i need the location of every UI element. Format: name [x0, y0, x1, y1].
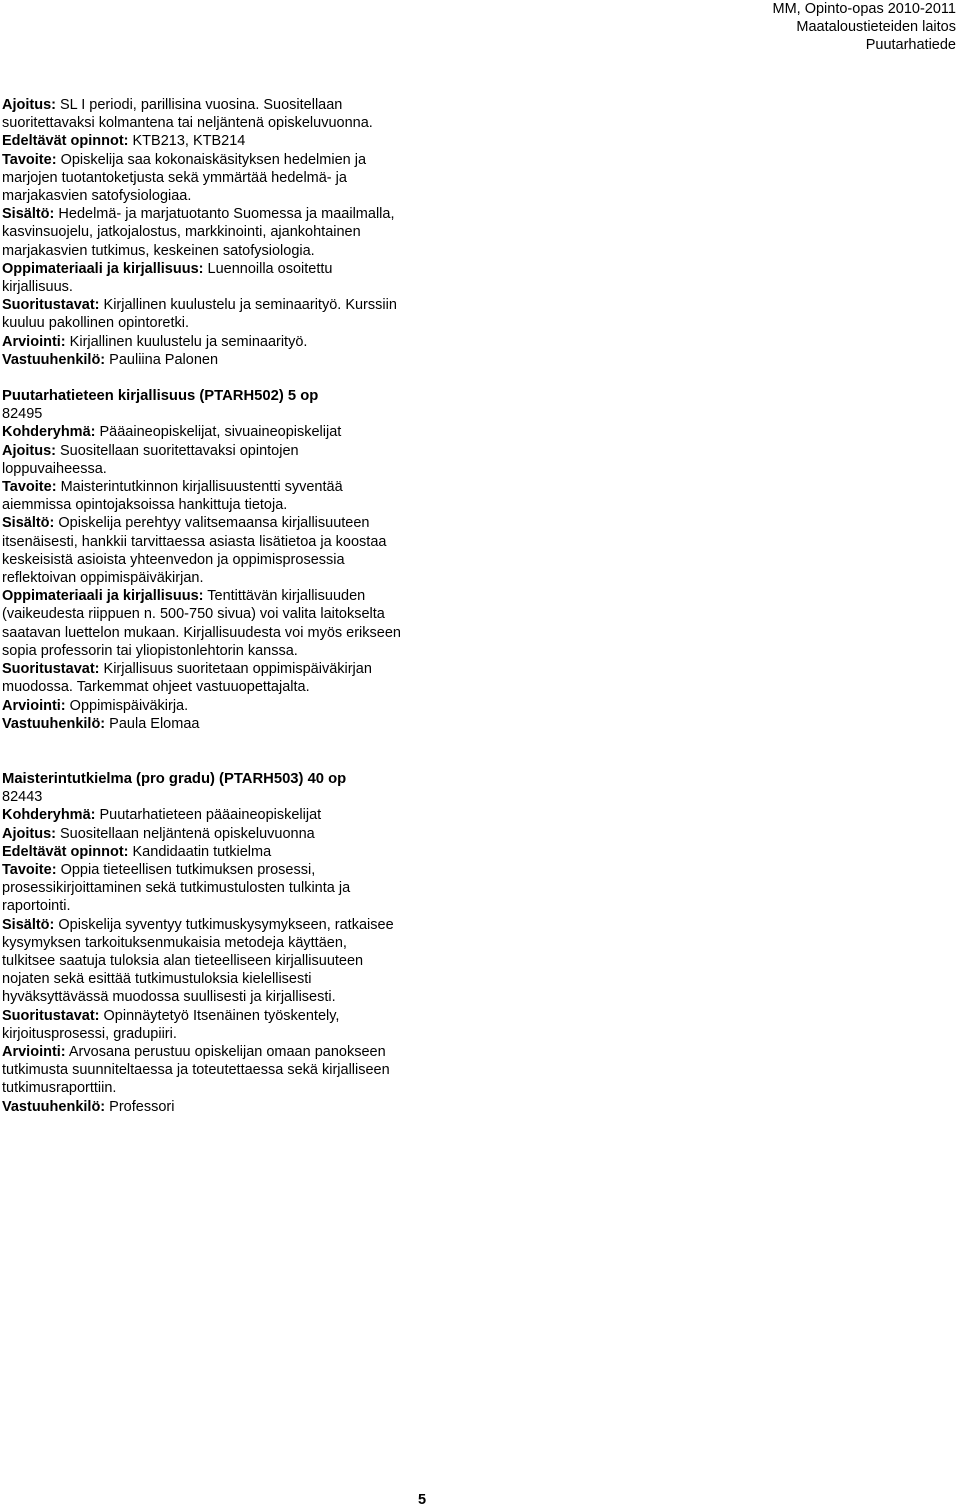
- field-value: Kirjallinen kuulustelu ja seminaarityö.: [69, 333, 308, 350]
- course-title: Puutarhatieteen kirjallisuus (PTARH502) 5 op: [2, 388, 319, 405]
- field-kohderyhma: [2, 423, 402, 441]
- field-value: Hedelmä- ja marjatuotanto Suomessa ja maailmalla, kasvinsuojelu, jatkojalostus, markkinointi, ajankohtainen marjakasvien tutkimus, keskeinen satofysiologia.: [2, 206, 395, 259]
- field-tavoite: [2, 478, 402, 514]
- field-vastuuhenkilo: [2, 715, 402, 733]
- field-label: Ajoitus:: [2, 442, 56, 459]
- field-label: Sisältö:: [2, 206, 55, 223]
- field-label: Tavoite:: [2, 861, 57, 878]
- field-label: Arviointi:: [2, 697, 66, 714]
- field-value: Tentittävän kirjallisuuden (vaikeudesta riippuen n. 500-750 sivua) voi valita laitokselta saatavan luettelon mukaan. Kirjallisuudesta voi myös erikseen sopia professorin tai yliopistonlehtorin kanssa.: [2, 588, 401, 659]
- course-code: 82443: [2, 789, 43, 806]
- field-label: Suoritustavat:: [2, 661, 100, 678]
- field-value: Pääaineopiskelijat, sivuaineopiskelijat: [99, 424, 342, 441]
- main-content: [2, 96, 402, 1116]
- field-label: Oppimateriaali ja kirjallisuus:: [2, 588, 204, 605]
- field-label: Edeltävät opinnot:: [2, 133, 129, 150]
- field-label: Sisältö:: [2, 515, 55, 532]
- field-value: Suositellaan neljäntenä opiskeluvuonna: [60, 825, 315, 842]
- field-oppimateriaali: [2, 260, 402, 296]
- field-value: Pauliina Palonen: [109, 351, 219, 368]
- field-label: Tavoite:: [2, 151, 57, 168]
- field-ajoitus: [2, 442, 402, 478]
- header-department: Maataloustieteiden laitos: [796, 19, 956, 35]
- field-tavoite: [2, 861, 402, 916]
- field-oppimateriaali: [2, 587, 402, 660]
- field-label: Sisältö:: [2, 916, 55, 933]
- course-hedelma-marjatuotanto: [2, 96, 402, 369]
- field-label: Suoritustavat:: [2, 297, 100, 314]
- field-ajoitus: [2, 96, 402, 132]
- field-sisalto: [2, 205, 402, 260]
- field-value: Paula Elomaa: [109, 715, 200, 732]
- field-label: Arviointi:: [2, 1043, 66, 1060]
- field-label: Oppimateriaali ja kirjallisuus:: [2, 260, 204, 277]
- field-value: Oppimispäiväkirja.: [69, 697, 189, 714]
- field-label: Ajoitus:: [2, 825, 56, 842]
- field-value: Luennoilla osoitettu kirjallisuus.: [2, 260, 333, 296]
- field-value: Opiskelija perehtyy valitsemaansa kirjallisuuteen itsenäisesti, hankkii tarvittaessa asiasta lisätietoa ja koostaa keskeisistä asioista yhteenvedon ja oppimisprosessia reflektoivan oppimispäiväkirjan.: [2, 515, 387, 587]
- field-arviointi: [2, 1043, 402, 1098]
- field-sisalto: [2, 514, 402, 587]
- field-label: Kohderyhmä:: [2, 807, 96, 824]
- header-subject: Puutarhatiede: [865, 37, 956, 53]
- field-tavoite: [2, 151, 402, 206]
- field-ajoitus: [2, 825, 402, 843]
- field-arviointi: [2, 697, 402, 715]
- course-puutarhatieteen-kirjallisuus: [2, 387, 402, 733]
- field-value: Arvosana perustuu opiskelijan omaan panokseen tutkimusta suunniteltaessa ja toteutettaessa sekä kirjalliseen tutkimusraporttiin.: [2, 1043, 390, 1097]
- course-code: 82495: [2, 406, 43, 423]
- spacer: [2, 733, 402, 770]
- field-sisalto: [2, 916, 402, 1007]
- field-value: Opiskelija syventyy tutkimuskysymykseen, ratkaisee kysymyksen tarkoituksenmukaisia metodeja käyttäen, tulkitsee saatuja tuloksia alan tieteelliseen kirjallisuuteen nojaten sekä esittää tutkimustuloksia kielellisesti hyväksyttävässä muodossa suullisesti ja kirjallisesti.: [2, 916, 394, 1006]
- page-number: 5: [418, 1492, 427, 1508]
- field-label: Suoritustavat:: [2, 1007, 100, 1024]
- field-suoritustavat: [2, 1007, 402, 1043]
- field-label: Edeltävät opinnot:: [2, 843, 129, 860]
- field-value: Kirjallisuus suoritetaan oppimispäiväkirjan muodossa. Tarkemmat ohjeet vastuuopettajalta.: [2, 661, 372, 696]
- field-label: Kohderyhmä:: [2, 424, 96, 441]
- spacer: [2, 369, 402, 387]
- field-label: Vastuuhenkilö:: [2, 351, 106, 368]
- field-value: Kandidaatin tutkielma: [132, 843, 272, 860]
- field-value: Kirjallinen kuulustelu ja seminaarityö. Kurssiin kuuluu pakollinen opintoretki.: [2, 297, 397, 332]
- field-value: KTB213, KTB214: [132, 133, 246, 150]
- course-title: Maisterintutkielma (pro gradu) (PTARH503) 40 op: [2, 770, 347, 787]
- field-label: Ajoitus:: [2, 97, 56, 113]
- field-kohderyhma: [2, 806, 402, 824]
- course-maisterintutkielma: [2, 770, 402, 1116]
- field-vastuuhenkilo: [2, 351, 402, 369]
- field-vastuuhenkilo: [2, 1098, 402, 1116]
- field-value: Opiskelija saa kokonaiskäsityksen hedelmien ja marjojen tuotantoketjusta sekä ymmärtää hedelmä- ja marjakasvien satofysiologiaa.: [2, 151, 367, 205]
- field-edeltavat: [2, 843, 402, 861]
- field-value: Opinnäytetyö Itsenäinen työskentely, kirjoitusprosessi, gradupiiri.: [2, 1007, 340, 1042]
- field-suoritustavat: [2, 296, 402, 332]
- field-suoritustavat: [2, 660, 402, 696]
- field-arviointi: [2, 333, 402, 351]
- field-value: Puutarhatieteen pääaineopiskelijat: [99, 807, 322, 824]
- page-header: [772, 0, 956, 54]
- field-label: Vastuuhenkilö:: [2, 715, 106, 732]
- field-label: Vastuuhenkilö:: [2, 1098, 106, 1115]
- header-document-title: MM, Opinto-opas 2010-2011: [772, 1, 956, 17]
- field-value: Maisterintutkinnon kirjallisuustentti syventää aiemmissa opintojaksoissa hankittuja tietoja.: [2, 479, 343, 514]
- field-label: Tavoite:: [2, 479, 57, 496]
- field-value: Suositellaan suoritettavaksi opintojen loppuvaiheessa.: [2, 442, 299, 477]
- field-value: Professori: [109, 1098, 175, 1115]
- field-value: SL I periodi, parillisina vuosina. Suositellaan suoritettavaksi kolmantena tai neljäntenä opiskeluvuonna.: [2, 97, 373, 132]
- field-label: Arviointi:: [2, 333, 66, 350]
- field-value: Oppia tieteellisen tutkimuksen prosessi, prosessikirjoittaminen sekä tutkimustulosten tulkinta ja raportointi.: [2, 861, 351, 915]
- field-edeltavat: [2, 132, 402, 150]
